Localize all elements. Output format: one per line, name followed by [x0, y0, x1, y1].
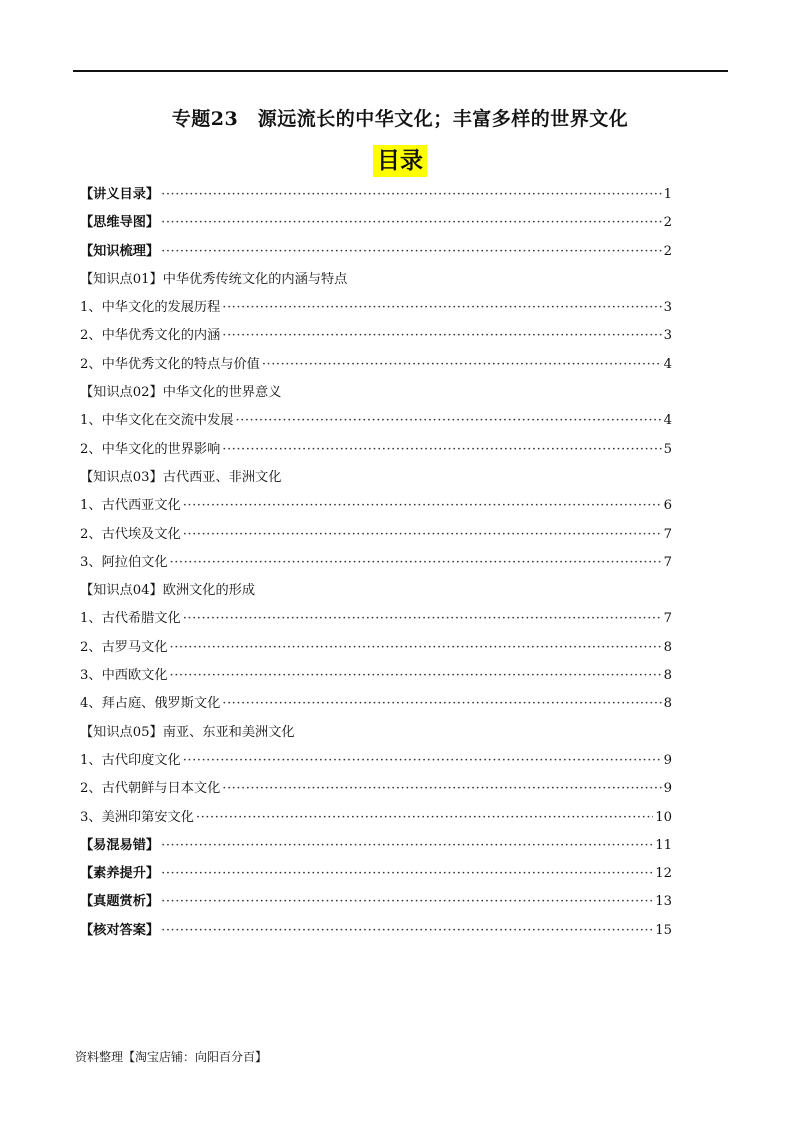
toc-page-number: 1: [663, 187, 672, 202]
toc-dot-leader: [183, 753, 662, 768]
toc-entry-label: 2、古罗马文化: [80, 639, 168, 655]
toc-heading-container: [0, 145, 800, 177]
toc-page-number: 13: [655, 894, 672, 910]
toc-dot-leader: [161, 894, 653, 909]
toc-entry-label: 2、中华优秀文化的内涵: [80, 328, 221, 344]
toc-entry-label: 【真题赏析】: [80, 894, 160, 910]
toc-section-heading: [80, 466, 672, 494]
toc-entry-label: 【思维导图】: [80, 215, 160, 231]
toc-entry-label: 4、拜占庭、俄罗斯文化: [80, 696, 221, 712]
toc-dot-leader: [170, 668, 662, 683]
toc-page-number: 7: [663, 611, 672, 627]
toc-page-number: 9: [663, 752, 672, 768]
toc-page-number: 2: [663, 243, 672, 259]
toc-section-heading: [80, 579, 672, 607]
toc-page-number: 8: [663, 639, 672, 655]
toc-entry[interactable]: [80, 777, 672, 805]
toc-entry-label: 【知识点05】南亚、东亚和美洲文化: [80, 724, 295, 740]
toc-entry-label: 【易混易错】: [80, 837, 160, 853]
toc-page-number: 7: [663, 526, 672, 542]
toc-entry-label: 【知识点01】中华优秀传统文化的内涵与特点: [80, 271, 348, 287]
toc-page-number: 5: [663, 441, 672, 457]
toc-entry[interactable]: [80, 551, 672, 579]
toc-page-number: 8: [663, 696, 672, 712]
toc-entry[interactable]: [80, 438, 672, 466]
toc-entry-label: 【知识梳理】: [80, 243, 160, 259]
toc-entry-label: 1、中华文化的发展历程: [80, 300, 221, 316]
toc-dot-leader: [170, 640, 662, 655]
toc-entry-label: 1、古代印度文化: [80, 752, 181, 768]
toc-dot-leader: [161, 923, 653, 938]
toc-entry[interactable]: [80, 890, 672, 918]
toc-dot-leader: [170, 555, 662, 570]
toc-entry[interactable]: [80, 409, 672, 437]
toc-dot-leader: [161, 244, 661, 259]
toc-dot-leader: [183, 611, 662, 626]
toc-entry[interactable]: [80, 607, 672, 635]
toc-entry[interactable]: [80, 806, 672, 834]
toc-dot-leader: [183, 498, 662, 513]
toc-entry-label: 1、古代希腊文化: [80, 611, 181, 627]
toc-entry-label: 【核对答案】: [80, 922, 160, 938]
toc-dot-leader: [183, 527, 662, 542]
toc-entry-label: 2、古代埃及文化: [80, 526, 181, 542]
toc-section-heading: [80, 268, 672, 296]
toc-page-number: 11: [655, 837, 672, 853]
toc-page-number: 6: [663, 498, 672, 514]
toc-page-number: 7: [663, 554, 672, 570]
toc-entry-label: 2、中华优秀文化的特点与价值: [80, 356, 260, 372]
toc-entry-label: 3、中西欧文化: [80, 668, 168, 684]
toc-dot-leader: [222, 442, 661, 457]
toc-entry[interactable]: [80, 523, 672, 551]
toc-entry[interactable]: [80, 211, 672, 239]
toc-entry-label: 3、美洲印第安文化: [80, 809, 194, 825]
toc-dot-leader: [161, 187, 661, 202]
toc-entry[interactable]: [80, 664, 672, 692]
toc-entry[interactable]: [80, 494, 672, 522]
toc-dot-leader: [222, 696, 661, 711]
toc-page-number: 15: [655, 922, 672, 938]
footer-source: 资料整理【淘宝店铺：向阳百分百】: [75, 1050, 268, 1064]
toc-entry[interactable]: [80, 240, 672, 268]
toc-entry-label: 【素养提升】: [80, 866, 160, 882]
toc-dot-leader: [161, 838, 653, 853]
header-rule: [73, 70, 728, 72]
toc-entry-label: 2、古代朝鲜与日本文化: [80, 781, 221, 797]
toc-entry[interactable]: [80, 749, 672, 777]
toc-dot-leader: [161, 215, 661, 230]
toc-page-number: 3: [663, 300, 672, 316]
toc-entry-label: 【知识点03】古代西亚、非洲文化: [80, 469, 282, 485]
toc-dot-leader: [222, 300, 661, 315]
toc-page-number: 10: [655, 809, 672, 825]
toc-dot-leader: [235, 413, 661, 428]
toc-page-number: 2: [663, 215, 672, 231]
document-title: 专题23 源远流长的中华文化；丰富多样的世界文化: [171, 108, 629, 130]
toc-entry-label: 【讲义目录】: [80, 187, 160, 202]
toc-entry[interactable]: [80, 353, 672, 381]
toc-page-number: 4: [663, 356, 672, 372]
toc-dot-leader: [222, 328, 661, 343]
toc-entry[interactable]: [80, 296, 672, 324]
toc-entry-label: 3、阿拉伯文化: [80, 554, 168, 570]
toc-page-number: 9: [663, 781, 672, 797]
toc-entry[interactable]: [80, 183, 672, 211]
toc-entry-label: 1、古代西亚文化: [80, 498, 181, 514]
toc-entry[interactable]: [80, 636, 672, 664]
toc-entry[interactable]: [80, 692, 672, 720]
toc-page-number: 12: [655, 866, 672, 882]
toc-dot-leader: [262, 357, 662, 372]
toc-page-number: 4: [663, 413, 672, 429]
toc-section-heading: [80, 721, 672, 749]
toc-page-number: 8: [663, 668, 672, 684]
toc-entry[interactable]: [80, 919, 672, 947]
toc-entry-label: 1、中华文化在交流中发展: [80, 413, 234, 429]
toc-dot-leader: [222, 781, 661, 796]
toc-entry-label: 2、中华文化的世界影响: [80, 441, 221, 457]
toc-entry[interactable]: [80, 834, 672, 862]
toc-entry[interactable]: [80, 862, 672, 890]
table-of-contents: [80, 183, 672, 947]
toc-dot-leader: [161, 866, 653, 881]
toc-entry-label: 【知识点02】中华文化的世界意义: [80, 385, 282, 401]
toc-page-number: 3: [663, 328, 672, 344]
toc-entry[interactable]: [80, 324, 672, 352]
toc-dot-leader: [196, 810, 653, 825]
toc-entry-label: 【知识点04】欧洲文化的形成: [80, 583, 256, 599]
toc-section-heading: [80, 381, 672, 409]
toc-heading: 目录: [373, 145, 427, 177]
